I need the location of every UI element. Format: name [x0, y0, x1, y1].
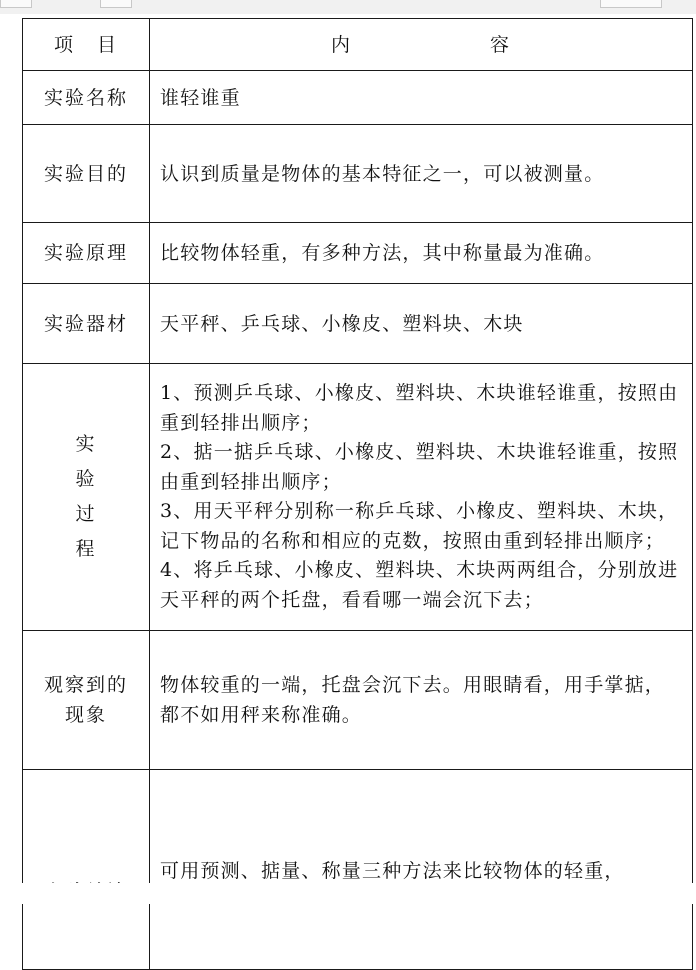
- header-content-char: 容: [490, 33, 512, 56]
- experiment-table: [22, 18, 693, 970]
- table-row: [23, 71, 693, 125]
- observation-label-line: 观察到的: [43, 674, 128, 696]
- row-label: 实验器材: [23, 284, 150, 364]
- table-row: [23, 125, 693, 223]
- viewport-bottom-edge: [0, 883, 696, 904]
- process-label-char: 实: [75, 433, 97, 455]
- observation-value: 物体较重的一端，托盘会沉下去。用眼睛看，用手掌掂，都不如用秤来称准确。: [150, 631, 693, 770]
- process-label: [23, 364, 150, 631]
- conclusion-value: 可用预测、掂量、称量三种方法来比较物体的轻重，: [150, 770, 693, 970]
- row-value: 天平秤、乒乓球、小橡皮、塑料块、木块: [150, 284, 693, 364]
- process-step: 2、掂一掂乒乓球、小橡皮、塑料块、木块谁轻谁重，按照由重到轻排出顺序；: [160, 441, 679, 493]
- header-content-cell: [150, 19, 693, 71]
- process-label-char: 程: [75, 538, 97, 560]
- conclusion-row: [23, 770, 693, 970]
- table-row: [23, 284, 693, 364]
- process-step: 4、将乒乓球、小橡皮、塑料块、木块两两组合，分别放进天平秤的两个托盘，看看哪一端会沉下去；: [160, 559, 679, 611]
- viewer-toolbar: [0, 0, 696, 15]
- row-value: 认识到质量是物体的基本特征之一，可以被测量。: [150, 125, 693, 223]
- process-label-char: 过: [75, 503, 97, 525]
- row-label: 实验名称: [23, 71, 150, 125]
- process-step: 1、预测乒乓球、小橡皮、塑料块、木块谁轻谁重，按照由重到轻排出顺序；: [160, 382, 679, 434]
- process-step: 3、用天平秤分别称一称乒乓球、小橡皮、塑料块、木块，记下物品的名称和相应的克数，按照由重到轻排出顺序；: [160, 500, 679, 552]
- process-row: [23, 364, 693, 631]
- row-label: 实验原理: [23, 223, 150, 284]
- observation-row: [23, 631, 693, 770]
- header-content-char: 内: [330, 33, 352, 56]
- row-value: 谁轻谁重: [150, 71, 693, 125]
- observation-label-line: 现象: [64, 704, 107, 726]
- process-steps: [150, 364, 693, 631]
- header-label-char: 项: [53, 33, 75, 56]
- toolbar-tab[interactable]: [100, 0, 132, 8]
- header-label-char: 目: [97, 33, 119, 56]
- row-label: 实验目的: [23, 125, 150, 223]
- conclusion-label: [23, 770, 150, 970]
- header-label-cell: [23, 19, 150, 71]
- toolbar-tab[interactable]: [600, 0, 662, 8]
- table-header-row: [23, 19, 693, 71]
- row-value: 比较物体轻重，有多种方法，其中称量最为准确。: [150, 223, 693, 284]
- table-row: [23, 223, 693, 284]
- toolbar-tab[interactable]: [0, 0, 32, 8]
- observation-label: [23, 631, 150, 770]
- process-label-char: 验: [75, 468, 97, 490]
